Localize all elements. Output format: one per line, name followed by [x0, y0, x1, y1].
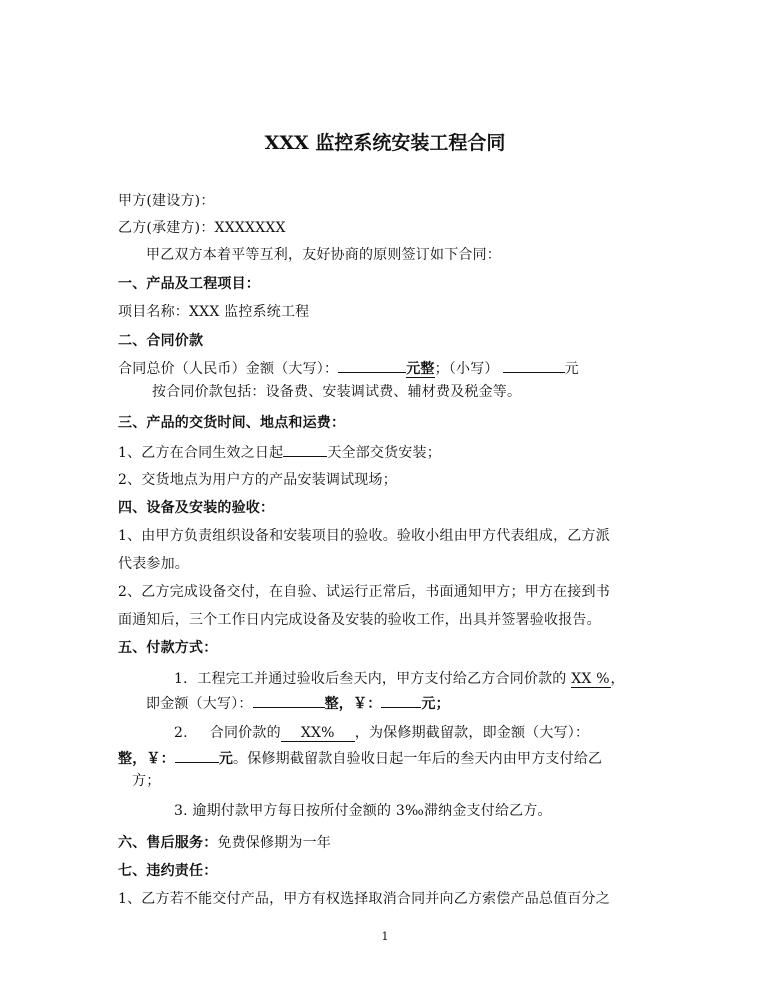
- payment-item-2-zheng: 整，￥：: [118, 751, 175, 767]
- payment-item-2-text: 合同价款的: [209, 725, 281, 741]
- acceptance-item-2-line-2: 面通知后，三个工作日内完成设备及安装的验收工作，出具并签署验收报告。: [118, 612, 601, 628]
- price-small-label: ；（小写）: [434, 361, 499, 377]
- payment-item-1-yuan: 元；: [421, 696, 450, 712]
- acceptance-item-1-line-2: 代表参加。: [118, 556, 189, 572]
- section-7-heading: 七、违约责任：: [118, 863, 218, 879]
- payment-item-1-line-1: [174, 670, 625, 688]
- payment-item-1-amount-number-blank: [381, 693, 421, 708]
- payment-item-2-percent: XX%: [281, 726, 355, 742]
- payment-item-1-text: 1．工程完工并通过验收后叁天内，甲方支付给乙方合同价款的: [174, 671, 567, 687]
- section-5-heading: 五、付款方式：: [118, 640, 218, 656]
- payment-item-1-amount-label: 即金额（大写）：: [146, 696, 253, 712]
- payment-item-1-amount-group: [253, 696, 450, 712]
- contract-price-line: [118, 358, 579, 378]
- payment-item-2-suffix: ，为保修期截留款，即金额（大写）：: [354, 725, 590, 741]
- payment-item-2-amount-group: [118, 751, 233, 767]
- acceptance-item-1-line-1: 1、由甲方负责组织设备和安装项目的验收。验收小组由甲方代表组成，乙方派: [118, 528, 610, 544]
- payment-item-2-number: 2.: [174, 725, 188, 741]
- contract-title: XXX 监控系统安装工程合同: [264, 132, 506, 154]
- price-words-blank: [338, 358, 406, 373]
- payment-item-1-amount-words-blank: [253, 693, 325, 708]
- payment-item-2-yuan: 元: [218, 751, 234, 767]
- delivery-time-line: [118, 442, 441, 462]
- payment-item-2-line-2: [118, 748, 602, 768]
- section-4-heading: 四、设备及安装的验收：: [118, 500, 275, 516]
- payment-item-2-rest: 。保修期截留款自验收日起一年后的叁天内由甲方支付给乙: [233, 751, 603, 767]
- acceptance-item-2-line-1: 2、乙方完成设备交付，在自验、试运行正常后，书面通知甲方；甲方在接到书: [118, 584, 610, 600]
- price-number-unit: 元: [564, 361, 579, 377]
- intro-paragraph: 甲乙双方本着平等互利，友好协商的原则签订如下合同：: [146, 247, 501, 263]
- section-1-heading: 一、产品及工程项目：: [118, 276, 260, 292]
- delivery-days-blank: [283, 442, 327, 457]
- delivery-place-line: 2、交货地点为用户方的产品安装调试现场；: [118, 472, 397, 488]
- section-3-heading: 三、产品的交货时间、地点和运费：: [118, 415, 346, 431]
- section-6-text: 免费保修期为一年: [217, 835, 332, 851]
- payment-item-1-comma: ，: [610, 671, 625, 687]
- price-words-unit: 元整: [406, 361, 435, 377]
- payment-item-1-percent: XX %: [571, 671, 610, 687]
- breach-item-1-line: 1、乙方若不能交付产品，甲方有权选择取消合同并向乙方索偿产品总值百分之: [118, 891, 610, 907]
- page-number: 1: [381, 930, 389, 943]
- payment-item-1-line-2: [146, 693, 450, 713]
- payment-item-1-zheng: 整，￥：: [324, 696, 382, 712]
- section-6-line: [118, 834, 331, 852]
- price-includes-line: 按合同价款包括：设备费、安装调试费、辅材费及税金等。: [152, 384, 522, 400]
- price-number-blank: [503, 358, 565, 373]
- section-2-heading: 二、合同价款: [118, 333, 204, 349]
- delivery-time-suffix: 天全部交货安装；: [327, 445, 441, 461]
- party-a-line: 甲方(建设方)：: [118, 193, 215, 209]
- delivery-time-prefix: 1、乙方在合同生效之日起: [118, 445, 284, 461]
- payment-item-2-amount-blank: [175, 748, 219, 763]
- project-name-line: 项目名称：XXX 监控系统工程: [118, 304, 310, 320]
- contract-price-label: 合同总价（人民币）金额（大写）：: [118, 361, 339, 377]
- payment-item-2-line-1: [174, 724, 589, 742]
- section-6-heading: 六、售后服务：: [118, 835, 218, 851]
- price-words-group: [338, 361, 434, 377]
- party-b-line: 乙方(承建方)：XXXXXXX: [118, 220, 286, 236]
- payment-item-3-line: 3. 逾期付款甲方每日按所付金额的 3‰滞纳金支付给乙方。: [174, 803, 552, 819]
- payment-item-2-line-3: 方；: [132, 773, 161, 789]
